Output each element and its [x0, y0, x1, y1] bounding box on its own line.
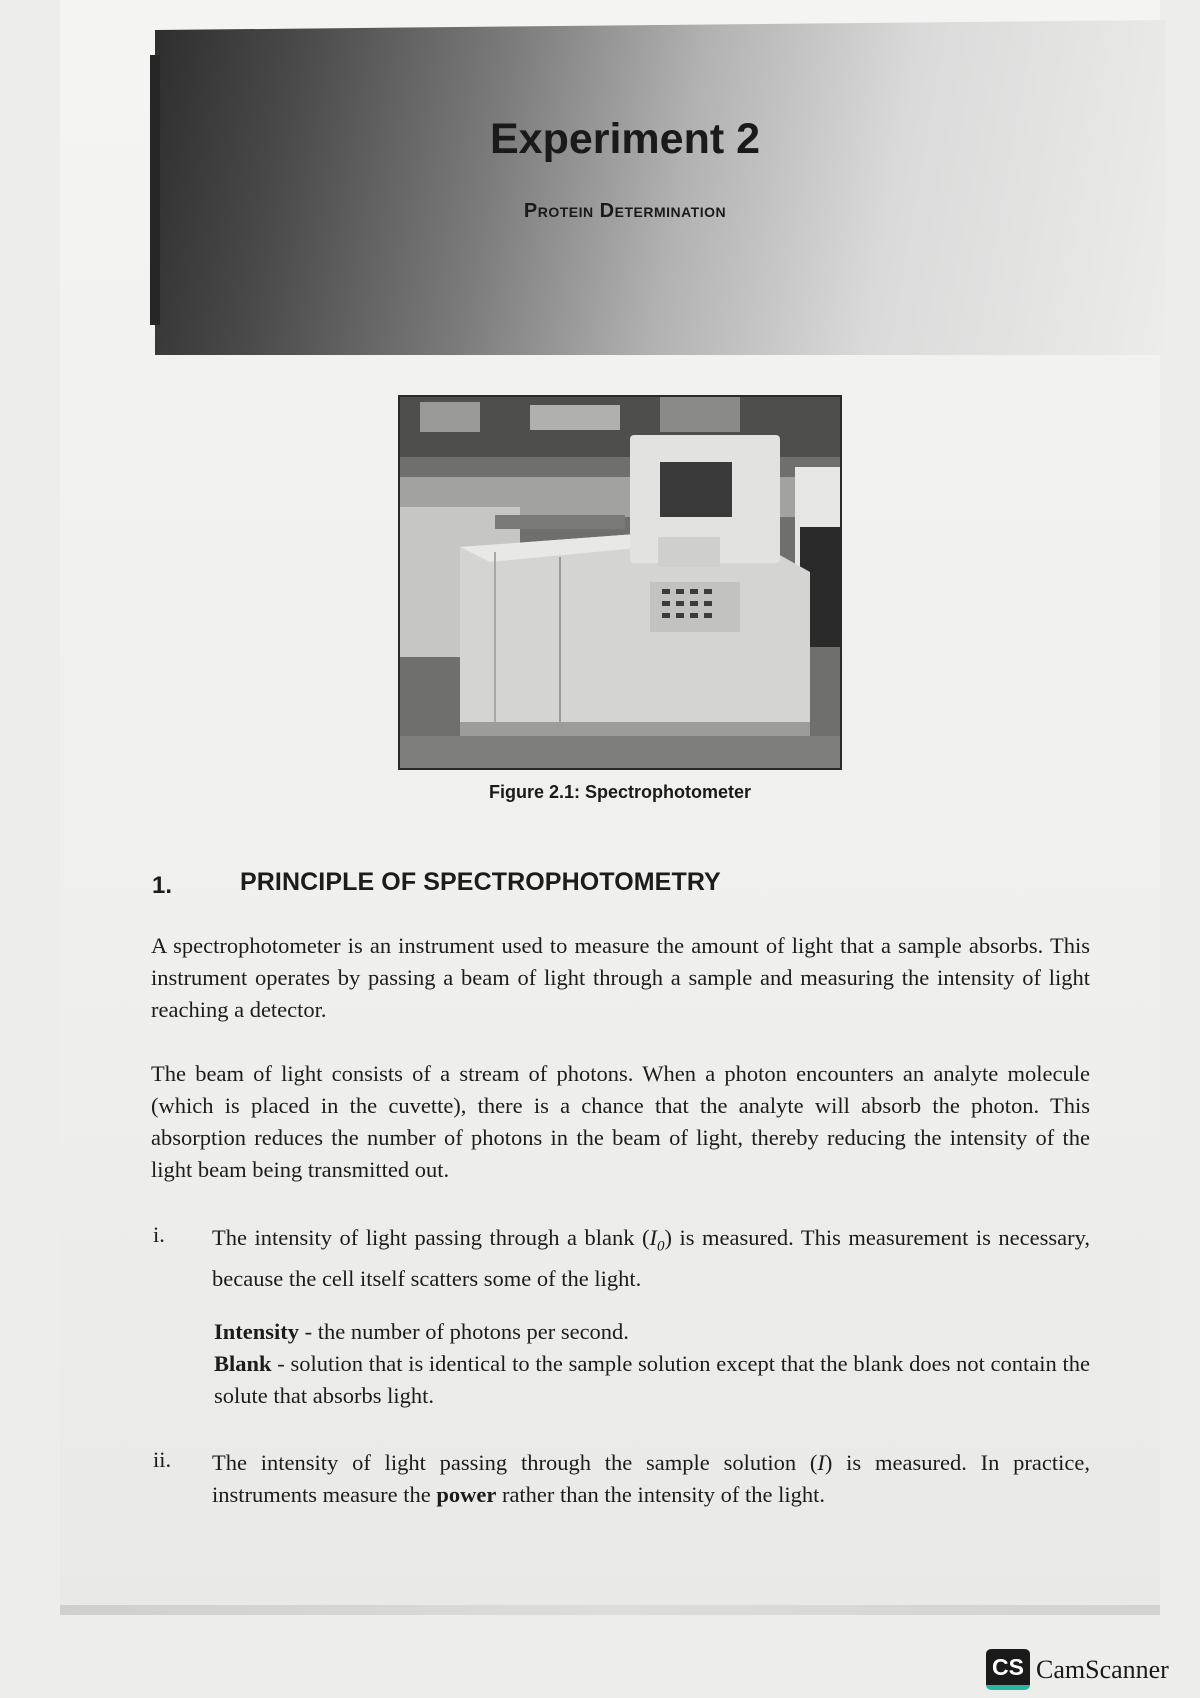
- list-marker-ii: ii.: [153, 1447, 172, 1472]
- section-title: PRINCIPLE OF SPECTROPHOTOMETRY: [240, 868, 721, 896]
- spectrophotometer-photo: [398, 395, 842, 770]
- definitions-block: [214, 1316, 1090, 1412]
- experiment-title: Experiment 2: [489, 115, 761, 163]
- definition-blank: [214, 1348, 1090, 1412]
- definition-text: - the number of photons per second.: [299, 1319, 629, 1344]
- definition-intensity: [214, 1316, 1090, 1348]
- list-item-sample-intensity: [212, 1447, 1090, 1511]
- intensity-subscript: 0: [656, 1238, 665, 1255]
- camscanner-watermark: CamScanner: [1036, 1655, 1169, 1684]
- emphasis-word: power: [436, 1482, 497, 1507]
- figure-caption: Figure 2.1: Spectrophotometer: [488, 782, 752, 802]
- paragraph-intro: A spectrophotometer is an instrument used to measure the amount of light that a sample absorbs. This instrument operates by passing a beam of light through a sample and measuring the intensity of light reaching a detector.: [151, 933, 1090, 1022]
- page-edge-shadow: [60, 1605, 1160, 1615]
- section-number: 1.: [152, 872, 173, 899]
- intensity-symbol: I: [649, 1225, 657, 1250]
- list-item-text: The intensity of light passing through the sample solution (: [212, 1450, 818, 1475]
- camscanner-logo-icon: CS: [986, 1649, 1030, 1690]
- list-item-text: ) is measured. In practice, instruments measure the: [212, 1450, 1090, 1507]
- paragraph-photons: The beam of light consists of a stream of photons. When a photon encounters an analyte molecule (which is placed in the cuvette), there is a chance that the analyte will absorb the photon. This absorption reduces the number of photons in the beam of light, thereby reducing the intensity of the light beam being transmitted out.: [151, 1061, 1090, 1182]
- list-item-text: ) is measured. This measurement is necessary, because the cell itself scatters some of the light.: [212, 1225, 1090, 1291]
- list-item-text: rather than the intensity of the light.: [496, 1482, 825, 1507]
- definition-term: Intensity: [214, 1319, 300, 1344]
- header-banner: [155, 20, 1165, 355]
- header-banner-edge: [150, 55, 160, 325]
- intensity-symbol: I: [817, 1450, 825, 1475]
- list-item-blank-intensity: [212, 1222, 1090, 1295]
- list-item-text: The intensity of light passing through a blank (: [212, 1225, 650, 1250]
- definition-text: - solution that is identical to the sample solution except that the blank does not contain the solute that absorbs light.: [214, 1351, 1090, 1408]
- experiment-subtitle: Protein Determination: [523, 200, 727, 222]
- definition-term: Blank: [214, 1351, 272, 1376]
- list-marker-i: i.: [153, 1222, 165, 1247]
